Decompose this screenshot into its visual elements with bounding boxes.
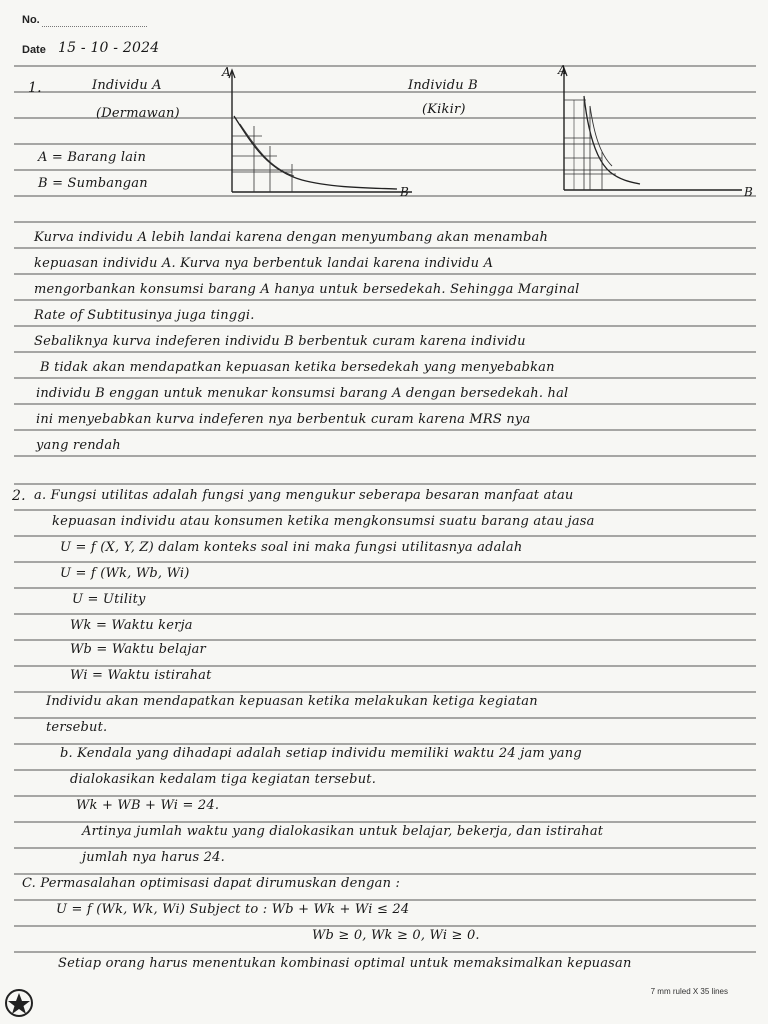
q2a-line: kepuasan individu atau konsumen ketika mengkonsumsi suatu barang atau jasa bbox=[52, 514, 595, 529]
q2b-line: dialokasikan kedalam tiga kegiatan tersebut. bbox=[70, 772, 377, 787]
no-dotted-line bbox=[42, 26, 147, 27]
q2b-line: Wk + WB + Wi = 24. bbox=[76, 798, 220, 813]
q2a-line: Wb = Waktu belajar bbox=[70, 642, 206, 657]
q1-paragraph-line: B tidak akan mendapatkan kepuasan ketika bersedekah yang menyebabkan bbox=[40, 360, 555, 375]
q1-paragraph-line: mengorbankan konsumsi barang A hanya untuk bersedekah. Sehingga Marginal bbox=[34, 282, 580, 297]
graph-a-axis-b: B bbox=[400, 185, 410, 199]
q2a-line: Wk = Waktu kerja bbox=[70, 618, 193, 633]
q2a-line: Wi = Waktu istirahat bbox=[70, 668, 212, 683]
q1-legend-a: A = Barang lain bbox=[38, 150, 147, 165]
q2b-line: b. Kendala yang dihadapi adalah setiap individu memiliki waktu 24 jam yang bbox=[60, 746, 582, 761]
q1-paragraph-line: ini menyebabkan kurva indeferen nya berbentuk curam karena MRS nya bbox=[36, 412, 531, 427]
q1-paragraph-line: kepuasan individu A. Kurva nya berbentuk landai karena individu A bbox=[34, 256, 494, 271]
q1-individual-a: Individu A bbox=[92, 78, 162, 93]
q2c-line: Wb ≥ 0, Wk ≥ 0, Wi ≥ 0. bbox=[312, 928, 480, 943]
q2a-line: tersebut. bbox=[46, 720, 108, 735]
ruling-note: 7 mm ruled X 35 lines bbox=[650, 987, 728, 996]
q1-paragraph-line: Sebaliknya kurva indeferen individu B berbentuk curam karena individu bbox=[34, 334, 526, 349]
q2a-line: U = Utility bbox=[72, 592, 146, 607]
q2a-line: Individu akan mendapatkan kepuasan ketika melakukan ketiga kegiatan bbox=[46, 694, 538, 709]
q1-number: 1. bbox=[28, 80, 42, 96]
q2a-line: U = f (X, Y, Z) dalam konteks soal ini maka fungsi utilitasnya adalah bbox=[60, 540, 523, 555]
q1-individual-b: Individu B bbox=[408, 78, 478, 93]
q1-paragraph-line: yang rendah bbox=[36, 438, 121, 453]
q1-individual-a-name: (Dermawan) bbox=[96, 106, 180, 121]
graph-b-axis-a: A bbox=[558, 63, 567, 77]
q1-paragraph-line: Kurva individu A lebih landai karena dengan menyumbang akan menambah bbox=[34, 230, 549, 245]
q2c-line: Setiap orang harus menentukan kombinasi optimal untuk memaksimalkan kepuasan bbox=[58, 956, 632, 971]
q2c-line: C. Permasalahan optimisasi dapat dirumuskan dengan : bbox=[22, 876, 401, 891]
q2b-line: jumlah nya harus 24. bbox=[82, 850, 225, 865]
graph-a-axis-a: A bbox=[222, 65, 231, 79]
q1-individual-b-name: (Kikir) bbox=[422, 102, 466, 117]
q2b-line: Artinya jumlah waktu yang dialokasikan untuk belajar, bekerja, dan istirahat bbox=[82, 824, 604, 839]
q1-paragraph-line: individu B enggan untuk menukar konsumsi barang A dengan bersedekah. hal bbox=[36, 386, 569, 401]
q1-paragraph-line: Rate of Subtitusinya juga tinggi. bbox=[34, 308, 255, 323]
no-label: No. bbox=[22, 14, 40, 26]
notebook-logo-icon bbox=[4, 988, 34, 1018]
q2-number: 2. bbox=[12, 488, 26, 504]
q2c-line: U = f (Wk, Wk, Wi) Subject to : Wb + Wk + Wi ≤ 24 bbox=[56, 902, 410, 917]
q2a-line: a. Fungsi utilitas adalah fungsi yang mengukur seberapa besaran manfaat atau bbox=[34, 488, 574, 503]
graph-b-axis-b: B bbox=[744, 185, 754, 199]
date-value: 15 - 10 - 2024 bbox=[58, 40, 160, 56]
indifference-graph-b bbox=[554, 62, 754, 200]
q1-legend-b: B = Sumbangan bbox=[38, 176, 148, 191]
indifference-graph-a bbox=[222, 64, 422, 200]
q2a-line: U = f (Wk, Wb, Wi) bbox=[60, 566, 190, 581]
date-label: Date bbox=[22, 44, 46, 56]
